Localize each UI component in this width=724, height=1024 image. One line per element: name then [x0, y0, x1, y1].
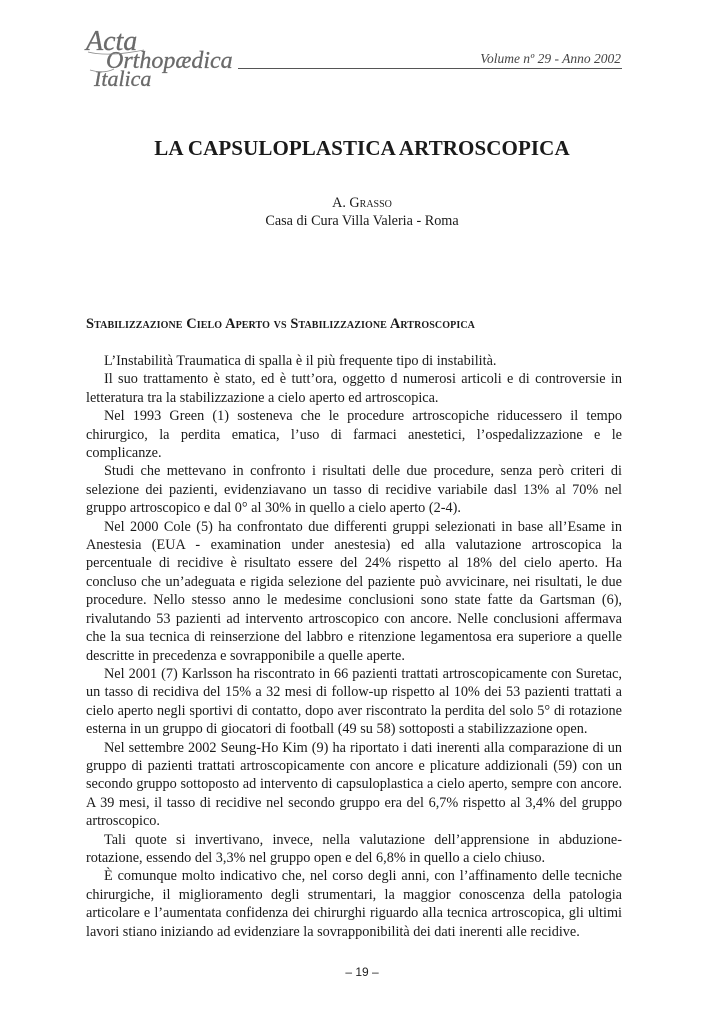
volume-info: Volume nº 29 - Anno 2002	[480, 51, 621, 66]
journal-logo	[84, 26, 244, 90]
section-heading: Stabilizzazione Cielo Aperto vs Stabilizzazione Artroscopica	[86, 316, 475, 332]
paragraph: Nel 2000 Cole (5) ha confrontato due differenti gruppi selezionati in base all’Esame in Anestesia (EUA - examination under anestesia) ed alla valutazione artroscopica la percentuale di recidive è risultato essere del 24% rispetto al 18% del cielo aperto. Ha concluso che un’adeguata e rigida selezione del paziente può avvicinare, nei risultati, le due procedure. Nello stesso anno le medesime conclusioni sono state fatte da Gartsman (6), rivalutando 53 pazienti ad intervento artroscopico con ancore. Nelle conclusioni affermava che la sua tecnica di reinserzione del labbro e ritenzione legamentosa era superiore a quelle descritte in precedenza e sovrapponibile a quelle aperte.	[86, 518, 622, 664]
author-surname: Grasso	[349, 195, 392, 211]
paragraph: Nel 1993 Green (1) sosteneva che le procedure artroscopiche riducessero il tempo chirurgico, la perdita ematica, l’uso di farmaci anestetici, l’ospedalizzazione e le complicanze.	[86, 408, 622, 462]
paragraph: L’Instabilità Traumatica di spalla è il più frequente tipo di instabilità.	[104, 353, 497, 369]
journal-logo-graphic	[84, 26, 244, 90]
author-initial: A.	[332, 195, 350, 211]
paragraph: Nel 2001 (7) Karlsson ha riscontrato in 66 pazienti trattati artroscopicamente con Suretac, un tasso di recidiva del 15% a 32 mesi di follow-up rispetto al 10% dei 53 pazienti trattati a cielo aperto negli sportivi di contatto, dopo aver riscontrato la perdita del solo 5° di rotazione esterna in un gruppo di giocatori di football (49 su 58) sottoposti a stabilizzazione open.	[86, 665, 622, 738]
article-title: LA CAPSULOPLASTICA ARTROSCOPICA	[154, 136, 570, 160]
paragraph: Nel settembre 2002 Seung-Ho Kim (9) ha riportato i dati inerenti alla comparazione di un gruppo di pazienti trattati artroscopicamente con ancore e plicature addizionali (59) con un secondo gruppo sottoposto ad intervento di capsuloplastica a cielo aperto, sempre con ancore. A 39 mesi, il tasso di recidive nel secondo gruppo era del 6,7% rispetto al 3,4% del gruppo artroscopico.	[86, 739, 622, 830]
paragraph: Il suo trattamento è stato, ed è tutt’ora, oggetto d numerosi articoli e di controversie in letteratura tra la stabilizzazione a cielo aperto ed artroscopica.	[86, 371, 622, 406]
header-rule	[238, 68, 622, 69]
svg-text:Italica: Italica	[94, 66, 152, 90]
author-line	[0, 195, 724, 212]
page-number: – 19 –	[345, 965, 379, 979]
author-affiliation: Casa di Cura Villa Valeria - Roma	[265, 213, 459, 229]
paragraph: È comunque molto indicativo che, nel corso degli anni, con l’affinamento delle tecniche chirurgiche, il miglioramento degli strumentari, la maggior conoscenza della patologia articolare e l’aumentata confidenza dei chirurghi riguardo alla tecnica artroscopica, gli ultimi lavori stiano iniziando ad evidenziare la sovrapponibilità dei dati inerenti alle recidive.	[86, 868, 622, 940]
paragraph: Tali quote si invertivano, invece, nella valutazione dell’apprensione in abduzione-rotazione, essendo del 3,3% nel gruppo open e del 6,8% in quello a cielo chiuso.	[86, 831, 622, 866]
paragraph: Studi che mettevano in confronto i risultati delle due procedure, senza però criteri di selezione dei pazienti, evidenziavano un tasso di recidive variabile dasl 13% al 70% nel gruppo artroscopico e dal 0° al 30% in quello a cielo aperto (2-4).	[86, 463, 622, 517]
svg-text:Acta: Acta	[86, 26, 138, 57]
article-body	[86, 352, 622, 941]
svg-text:Orthopædica: Orthopædica	[106, 48, 233, 74]
